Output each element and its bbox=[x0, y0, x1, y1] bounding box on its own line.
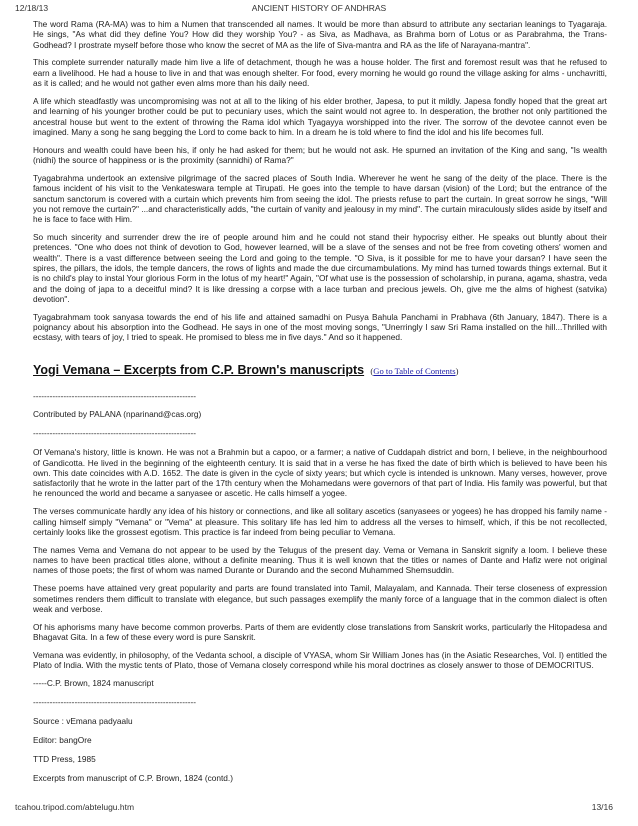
contributor-line: Contributed by PALANA (nparinand@cas.org) bbox=[33, 409, 202, 420]
separator-line: ----------------------------------------------------------- bbox=[33, 390, 197, 401]
paragraph-vemana-history: Of Vemana's history, little is known. He was not a Brahmin but a capoo, or a farmer; a native of Cuddapah district and born, I believe, in the neighbourhood of Gandicotta. He lived in the beginning of the eighteenth century. It is said that in a verse he has fixed the date of birth which is believed to have been his own. This date coincides with A.D. 1652. The date is given in the cycle of sixty years; but which cycle is intended is unknown. Many verses, however, prove satisfactorily that he wrote in the latter part of the 17th century when the Mohamedans were governors of that part of India. His family was powerful, but that he renounced the world and became a sanyasee or ascetic. He calls himself a yogee. bbox=[33, 447, 607, 499]
press-line: TTD Press, 1985 bbox=[33, 753, 96, 764]
paragraph-vemana-popularity: These poems have attained very great popularity and parts are found translated into Tamil, Malayalam, and Kannada. Their terse closeness of expression sometimes renders them difficult to translate with elegance, but such passages exemplify the manly force of a language that in the common dialect is often weak and verbose. bbox=[33, 583, 607, 614]
print-footer bbox=[0, 802, 638, 816]
paragraph-rama-numen: The word Rama (RA-MA) was to him a Numen that transcended all names. It would be more than absurd to attribute any sectarian leanings to Tyagaraja. He sings, "As what did they define You? How did they worship You? - as Siva, as Madhava, as Brahma born of Lotus or as Parabrahma, the Trans-Godhead? I prostrate myself before those who know the secret of MA as the life of Siva-mantra and RA as the life of Narayana-mantra". bbox=[33, 19, 607, 50]
paragraph-vemana-names: The names Vema and Vemana do not appear to be used by the Telugus of the present day. Vema or Vemana in Sanskrit signify a loom. I believe these names to have been practical titles alone, without a definite meaning. Thus it is well known that the titles or names of Dante and Hafiz were not original names of those poets; the first of whom was named Durante or Durando and the second Muhammed Shemsuddin. bbox=[33, 544, 607, 576]
page-url: tcahou.tripod.com/abtelugu.htm bbox=[15, 802, 135, 812]
signature-line: -----C.P. Brown, 1824 manuscript bbox=[33, 678, 154, 689]
excerpts-line: Excerpts from manuscript of C.P. Brown, 1824 (contd.) bbox=[33, 772, 233, 783]
paragraph-vemana-verses: The verses communicate hardly any idea of his history or connections, and like all solitary ascetics (sanyasees or yogees) he has dropped his family name - calling himself simply "Vemana" or "Vema" at pleasure. This solitary life has led him to address all the verses to himself, which, if this be not recollected, certainly looks like the grossest egotism. This practice is far indeed from being peculiar to Vemana. bbox=[33, 506, 607, 537]
paragraph-pilgrimage: Tyagabrahma undertook an extensive pilgrimage of the sacred places of South India. Wherever he went he sang of the deity of the place. There is the famous incident of his visit to the Venkateswara temple at Tirupati. He goes into the temple to have darsan (vision) of the Lord; but the entrance of the sanctum sanctorum is covered with a curtain which prevents him from seeing the idol. The priests refuse to part the curtain. In great sorrow he sings, "Will you not remove the curtain?" ...and characteristically adds, "the curtain of vanity and jealousy in my mind". The curtain miraculously slides aside by itself and he is face to face with Him. bbox=[33, 172, 607, 225]
print-date: 12/18/13 bbox=[15, 3, 49, 13]
paragraph-surrender: This complete surrender naturally made him live a life of detachment, though he was a house holder. The first and foremost result was that he refused to earn a livelihood. He had a house to live in and that was enough shelter. For food, every morning he would go round the village asking for alms - unchavritti, as it is called; and he would not gather even alms more than his daily need. bbox=[33, 57, 607, 89]
paragraph-honours: Honours and wealth could have been his, if only he had asked for them; but he would not ask. He spurned an invitation of the King and sang, "Is wealth (nidhi) the source of happiness or is the proximity (sannidhi) of Rama?" bbox=[33, 144, 607, 166]
separator-line: ----------------------------------------------------------- bbox=[33, 428, 197, 439]
paragraph-japesa: A life which steadfastly was uncompromising was not at all to the liking of his elder brother, Japesa, to put it mildly. Japesa fondly hoped that the great art and learning of his younger brother could be put to pecuniary uses, which the saint would not agree to. In desperation, the brother not only partitioned the ancestral house but went to the extent of throwing the Rama idol which Tyagayya worshipped into the river. The sorrow of the devotee cannot even be imagined. Many a song he sang begging the Lord to come back to him. In a dream he is told where to find the idol and his life becomes full. bbox=[33, 95, 607, 137]
section-heading-vemana bbox=[33, 362, 607, 381]
toc-link-wrapper bbox=[370, 366, 458, 376]
main-content bbox=[33, 19, 607, 792]
page-number: 13/16 bbox=[591, 802, 613, 812]
paragraph-vemana-aphorisms: Of his aphorisms many have become common proverbs. Parts of them are evidently close translations from Sanskrit works, particularly the Hitopadesa and Bhagavat Gita. In a few of these every word is pure Sanskrit. bbox=[33, 621, 607, 643]
section-heading-text: Yogi Vemana – Excerpts from C.P. Brown's manuscripts bbox=[33, 362, 365, 377]
paragraph-samadhi: Tyagabrahmam took sanyasa towards the end of his life and attained samadhi on Pusya Bahula Panchami in Prabhava (6th January, 1847). There is a poignancy about his absorption into the Godhead. He says in one of the most moving songs, "Unerringly I saw Sri Rama installed on the hill...Thrilled with ecstasy, with tears of joy, I tried to speak. He promised to bless me in five days." And so it happened. bbox=[33, 311, 607, 343]
paragraph-vemana-philosophy: Vemana was evidently, in philosophy, of the Vedanta school, a disciple of VYASA, whom Sir William Jones has (in the Asiatic Researches, Vol. I) entitled the Plato of India. With the mystic tents of Plato, those of Vemana closely correspond while his moral doctrines as closely answer to those of DEMOCRITUS. bbox=[33, 649, 607, 671]
page-title: ANCIENT HISTORY OF ANDHRAS bbox=[251, 3, 387, 13]
paragraph-sincerity: So much sincerity and surrender drew the ire of people around him and he could not stand their hypocrisy either. He speaks out bluntly about their pretences. "One who does not think of devotion to God, however learned, will be a slave of the senses and not be free from coveting others' women and wealth". There is a vast difference between seeing the Lord and going to the temple. "O Siva, is it possible for me to have your darsan? I have seen the spires, the pillars, the idols, the temple dancers, the rows of lights and made the due circumambulations. My mind has turned towards things external. But it is no child's play to instal Your glorious Form in the lotus of my heart!" Again, "Of what use is the possession of scholarship, in purana, agama, shastra, veda and the doing of japa to a deceitful mind? It is like dressing a corpse with a lace turban and precious jewels. Oh, give me the alms of highest (satvika) devotion". bbox=[33, 232, 607, 304]
toc-paren-close: ) bbox=[455, 365, 459, 376]
table-of-contents-link[interactable]: Go to Table of Contents bbox=[373, 365, 456, 376]
separator-line: ----------------------------------------------------------- bbox=[33, 697, 197, 708]
editor-line: Editor: bangOre bbox=[33, 734, 92, 745]
source-line: Source : vEmana padyaalu bbox=[33, 715, 133, 726]
print-header bbox=[0, 3, 638, 17]
toc-paren-open: ( bbox=[370, 365, 374, 376]
